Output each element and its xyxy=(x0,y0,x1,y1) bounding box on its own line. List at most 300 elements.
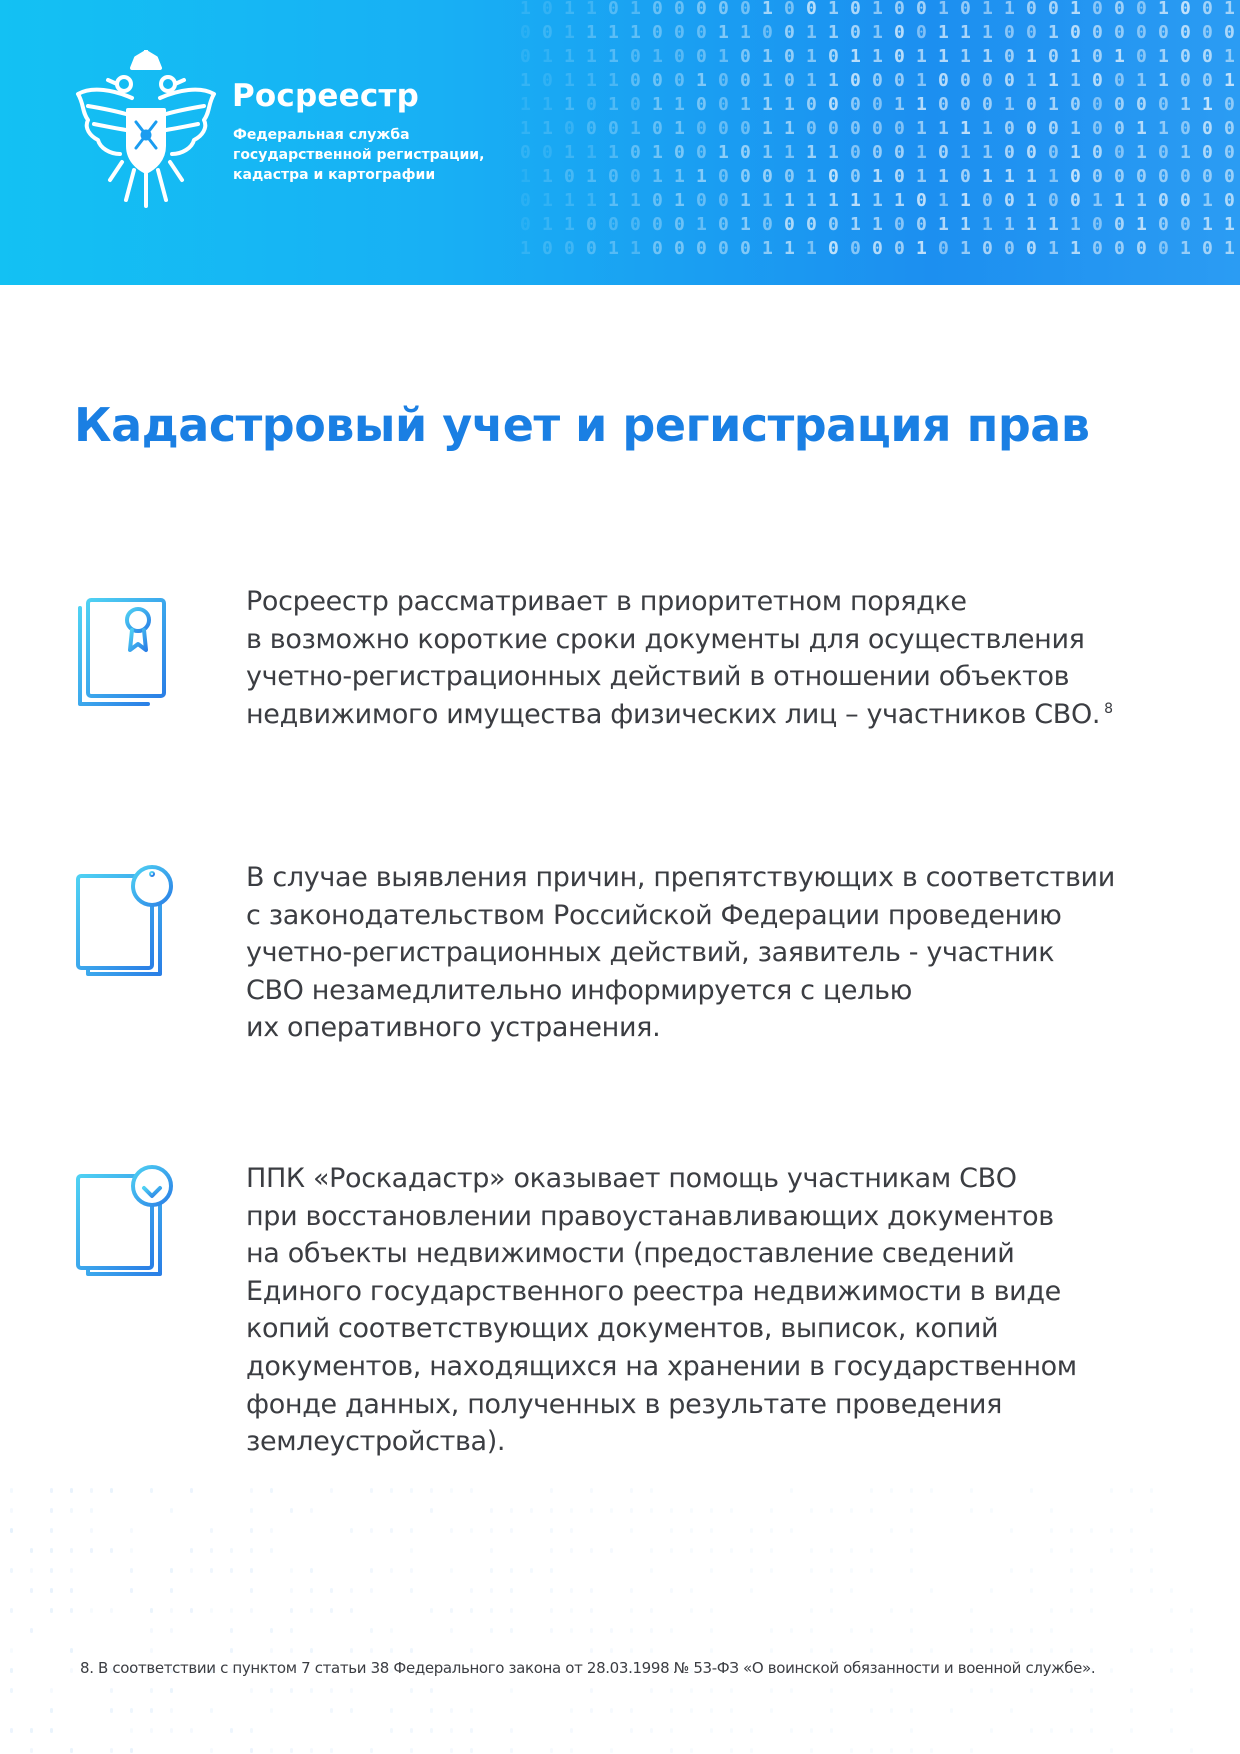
binary-digit: 1 xyxy=(1048,238,1059,259)
binary-digit: 1 xyxy=(982,0,993,19)
decor-dot xyxy=(290,1628,293,1633)
binary-digit: 1 xyxy=(872,0,883,19)
binary-digit: 0 xyxy=(1092,22,1103,43)
decor-dot xyxy=(830,1688,833,1693)
binary-digit: 1 xyxy=(696,166,707,187)
binary-digit: 0 xyxy=(740,166,751,187)
decor-dot xyxy=(710,1568,713,1573)
decor-dot xyxy=(390,1648,393,1653)
binary-digit: 0 xyxy=(1048,142,1059,163)
decor-dot xyxy=(190,1728,193,1733)
decor-dot xyxy=(570,1608,573,1613)
binary-digit: 1 xyxy=(872,46,883,67)
decor-dot xyxy=(1050,1528,1053,1533)
binary-digit: 0 xyxy=(696,190,707,211)
binary-digit: 1 xyxy=(784,238,795,259)
binary-digit: 1 xyxy=(1136,214,1147,235)
binary-digit: 0 xyxy=(894,70,905,91)
binary-digit: 1 xyxy=(828,70,839,91)
binary-digit: 0 xyxy=(1202,0,1213,19)
binary-digit: 1 xyxy=(1070,214,1081,235)
decor-dot xyxy=(1130,1688,1133,1693)
decor-dot xyxy=(270,1648,273,1653)
decor-dot xyxy=(910,1748,913,1753)
decor-dot xyxy=(90,1548,93,1553)
decor-dot xyxy=(550,1568,553,1573)
decor-dot xyxy=(1070,1688,1073,1693)
binary-digit: 0 xyxy=(1048,118,1059,139)
decor-dot xyxy=(590,1688,593,1693)
decor-dot xyxy=(350,1608,353,1613)
decor-dot xyxy=(1050,1548,1053,1553)
binary-digit: 0 xyxy=(674,214,685,235)
decor-dot xyxy=(710,1628,713,1633)
binary-digit: 0 xyxy=(806,94,817,115)
decor-dot xyxy=(390,1708,393,1713)
decor-dot xyxy=(890,1608,893,1613)
decor-dot xyxy=(550,1508,553,1513)
decor-dot xyxy=(430,1728,433,1733)
decor-dot xyxy=(650,1488,653,1493)
decor-dot xyxy=(1190,1648,1193,1653)
binary-digit: 1 xyxy=(674,118,685,139)
decor-dot xyxy=(1130,1568,1133,1573)
decor-dot xyxy=(1170,1668,1173,1673)
decor-dot xyxy=(1010,1708,1013,1713)
decor-dot xyxy=(110,1688,113,1693)
binary-digit: 1 xyxy=(828,190,839,211)
decor-dot xyxy=(690,1528,693,1533)
binary-digit: 0 xyxy=(1114,22,1125,43)
binary-digit: 0 xyxy=(718,166,729,187)
decor-dot xyxy=(630,1488,633,1493)
binary-digit: 0 xyxy=(564,118,575,139)
decor-dot xyxy=(330,1608,333,1613)
decor-dot xyxy=(70,1588,73,1593)
decor-dot xyxy=(190,1548,193,1553)
binary-digit: 0 xyxy=(762,166,773,187)
paragraph-line: документов, находящихся на хранении в государственном xyxy=(246,1350,1077,1382)
decor-dot xyxy=(670,1508,673,1513)
binary-digit: 1 xyxy=(718,22,729,43)
binary-digit: 0 xyxy=(982,190,993,211)
decor-dot xyxy=(1030,1648,1033,1653)
decor-dot xyxy=(770,1548,773,1553)
binary-digit: 0 xyxy=(894,0,905,19)
binary-digit: 1 xyxy=(1136,118,1147,139)
binary-digit: 0 xyxy=(564,166,575,187)
binary-digit: 0 xyxy=(1092,118,1103,139)
binary-digit: 0 xyxy=(740,238,751,259)
decor-dot xyxy=(910,1488,913,1493)
binary-digit: 0 xyxy=(850,0,861,19)
decor-dot xyxy=(1090,1588,1093,1593)
decor-dot xyxy=(710,1648,713,1653)
binary-digit: 0 xyxy=(762,214,773,235)
decor-dot xyxy=(910,1548,913,1553)
decor-dot xyxy=(790,1688,793,1693)
binary-digit: 1 xyxy=(564,94,575,115)
decor-dot xyxy=(810,1568,813,1573)
decor-dot xyxy=(90,1608,93,1613)
decor-dot xyxy=(1130,1488,1133,1493)
decor-dot xyxy=(10,1648,13,1653)
decor-dot xyxy=(910,1728,913,1733)
decor-dot xyxy=(330,1708,333,1713)
binary-digit: 0 xyxy=(1004,70,1015,91)
decor-dot xyxy=(810,1728,813,1733)
binary-digit: 1 xyxy=(1180,142,1191,163)
decor-dot xyxy=(370,1628,373,1633)
decor-dot xyxy=(110,1748,113,1753)
binary-digit: 0 xyxy=(982,70,993,91)
binary-digit: 0 xyxy=(1158,142,1169,163)
decor-dot xyxy=(210,1608,213,1613)
decor-dot xyxy=(210,1568,213,1573)
binary-digit: 0 xyxy=(828,238,839,259)
binary-digit: 0 xyxy=(1136,166,1147,187)
decor-dot xyxy=(510,1628,513,1633)
decor-dot xyxy=(970,1688,973,1693)
decor-dot xyxy=(330,1588,333,1593)
decor-dot xyxy=(10,1488,13,1493)
binary-digit: 1 xyxy=(1136,142,1147,163)
binary-digit: 0 xyxy=(1202,22,1213,43)
decor-dot xyxy=(870,1508,873,1513)
decor-dot xyxy=(750,1528,753,1533)
decor-dot xyxy=(750,1568,753,1573)
binary-digit: 1 xyxy=(630,118,641,139)
binary-digit: 1 xyxy=(806,142,817,163)
binary-digit: 0 xyxy=(718,0,729,19)
decor-dot xyxy=(310,1748,313,1753)
binary-digit: 0 xyxy=(1114,118,1125,139)
decor-dot xyxy=(990,1628,993,1633)
decor-dot xyxy=(1050,1648,1053,1653)
decor-dot xyxy=(290,1688,293,1693)
decor-dot xyxy=(70,1548,73,1553)
decor-dot xyxy=(870,1748,873,1753)
decor-dot xyxy=(870,1488,873,1493)
binary-digit: 1 xyxy=(762,118,773,139)
decor-dot xyxy=(310,1608,313,1613)
decor-dot xyxy=(1010,1568,1013,1573)
decor-dot xyxy=(510,1568,513,1573)
binary-digit: 1 xyxy=(938,166,949,187)
decor-dot xyxy=(990,1508,993,1513)
binary-digit: 0 xyxy=(608,118,619,139)
decor-dot xyxy=(770,1568,773,1573)
binary-digit: 0 xyxy=(1070,190,1081,211)
decor-dot xyxy=(310,1568,313,1573)
binary-digit: 0 xyxy=(1202,166,1213,187)
binary-digit: 0 xyxy=(894,166,905,187)
decor-dot xyxy=(970,1488,973,1493)
decor-dot xyxy=(670,1748,673,1753)
binary-digit: 1 xyxy=(960,118,971,139)
binary-digit: 0 xyxy=(850,94,861,115)
binary-digit: 0 xyxy=(608,0,619,19)
decor-dot xyxy=(170,1728,173,1733)
binary-digit: 1 xyxy=(586,142,597,163)
binary-digit: 1 xyxy=(1004,166,1015,187)
binary-digit: 0 xyxy=(674,0,685,19)
decor-dot xyxy=(830,1508,833,1513)
binary-digit: 0 xyxy=(1026,22,1037,43)
decor-dot xyxy=(250,1568,253,1573)
decor-dot xyxy=(470,1608,473,1613)
decor-dot xyxy=(110,1708,113,1713)
binary-digit: 0 xyxy=(916,214,927,235)
decor-dot xyxy=(10,1688,13,1693)
binary-digit: 0 xyxy=(564,238,575,259)
decor-dot xyxy=(770,1508,773,1513)
decor-dot xyxy=(410,1728,413,1733)
decor-dot xyxy=(130,1548,133,1553)
decor-dot xyxy=(50,1688,53,1693)
decor-dot xyxy=(430,1508,433,1513)
decor-dot xyxy=(1090,1568,1093,1573)
binary-digit: 0 xyxy=(872,94,883,115)
decor-dot xyxy=(450,1528,453,1533)
decor-dot xyxy=(470,1708,473,1713)
binary-digit: 1 xyxy=(806,22,817,43)
binary-digit: 0 xyxy=(1004,46,1015,67)
decor-dot xyxy=(1090,1528,1093,1533)
decor-dot xyxy=(910,1708,913,1713)
decor-dot xyxy=(1150,1508,1153,1513)
binary-digit: 1 xyxy=(1224,238,1235,259)
header-banner xyxy=(0,0,1240,285)
decor-dot xyxy=(850,1508,853,1513)
binary-digit: 1 xyxy=(1202,190,1213,211)
decor-dot xyxy=(1030,1628,1033,1633)
decor-dot xyxy=(410,1488,413,1493)
binary-digit: 1 xyxy=(850,46,861,67)
binary-digit: 0 xyxy=(1092,166,1103,187)
binary-digit: 0 xyxy=(960,166,971,187)
decor-dot xyxy=(790,1528,793,1533)
decor-dot xyxy=(390,1568,393,1573)
decor-dot xyxy=(350,1688,353,1693)
binary-digit: 1 xyxy=(1070,46,1081,67)
binary-digit: 1 xyxy=(916,118,927,139)
decor-dot xyxy=(450,1748,453,1753)
decor-dot xyxy=(1090,1728,1093,1733)
decor-dot xyxy=(50,1528,53,1533)
binary-digit: 0 xyxy=(1158,190,1169,211)
binary-digit: 1 xyxy=(1070,0,1081,19)
binary-digit: 0 xyxy=(1048,0,1059,19)
decor-dot xyxy=(710,1708,713,1713)
binary-digit: 0 xyxy=(520,214,531,235)
binary-digit: 0 xyxy=(696,22,707,43)
decor-dot xyxy=(250,1728,253,1733)
decor-dot xyxy=(1050,1508,1053,1513)
binary-digit: 1 xyxy=(828,142,839,163)
decor-dot xyxy=(970,1628,973,1633)
binary-digit: 1 xyxy=(542,46,553,67)
paragraph-line: СВО незамедлительно информируется с целью xyxy=(246,974,913,1006)
decor-dot xyxy=(30,1748,33,1753)
decor-dot xyxy=(670,1708,673,1713)
decor-dot xyxy=(1190,1688,1193,1693)
binary-digit: 0 xyxy=(542,0,553,19)
decor-dot xyxy=(490,1628,493,1633)
decor-dot xyxy=(1170,1588,1173,1593)
binary-digit: 0 xyxy=(1114,70,1125,91)
decor-dot xyxy=(930,1748,933,1753)
decor-dot xyxy=(30,1728,33,1733)
decor-dot xyxy=(410,1688,413,1693)
decor-dot xyxy=(670,1688,673,1693)
decor-dot xyxy=(1130,1588,1133,1593)
binary-digit: 1 xyxy=(608,94,619,115)
decor-dot xyxy=(1150,1488,1153,1493)
binary-digit: 1 xyxy=(1070,238,1081,259)
decor-dot xyxy=(290,1508,293,1513)
decor-dot xyxy=(870,1648,873,1653)
binary-digit: 0 xyxy=(1114,238,1125,259)
paragraph-line: Единого государственного реестра недвижимости в виде xyxy=(246,1275,1061,1307)
decor-dot xyxy=(450,1628,453,1633)
binary-digit: 0 xyxy=(1180,46,1191,67)
binary-digit: 0 xyxy=(1004,238,1015,259)
binary-digit: 1 xyxy=(608,46,619,67)
decor-dot xyxy=(690,1508,693,1513)
binary-digit: 1 xyxy=(1004,214,1015,235)
decor-dot xyxy=(970,1748,973,1753)
decor-dot xyxy=(150,1728,153,1733)
binary-digit: 1 xyxy=(652,46,663,67)
decor-dot xyxy=(1030,1588,1033,1593)
decor-dot xyxy=(30,1568,33,1573)
decor-dot xyxy=(390,1728,393,1733)
binary-digit: 1 xyxy=(1224,70,1235,91)
binary-digit: 0 xyxy=(1026,118,1037,139)
binary-digit: 1 xyxy=(784,94,795,115)
binary-digit: 1 xyxy=(674,166,685,187)
binary-digit: 0 xyxy=(806,0,817,19)
decor-dot xyxy=(590,1608,593,1613)
binary-digit: 1 xyxy=(960,22,971,43)
binary-digit: 0 xyxy=(630,166,641,187)
binary-digit: 0 xyxy=(696,94,707,115)
binary-digit: 0 xyxy=(1180,214,1191,235)
binary-digit: 0 xyxy=(674,70,685,91)
decor-dot xyxy=(710,1688,713,1693)
decor-dot xyxy=(210,1528,213,1533)
decor-dot xyxy=(730,1708,733,1713)
binary-digit: 0 xyxy=(828,166,839,187)
decor-dot xyxy=(310,1688,313,1693)
binary-digit: 0 xyxy=(894,46,905,67)
decor-dot xyxy=(910,1608,913,1613)
binary-digit: 1 xyxy=(1048,214,1059,235)
decor-dot xyxy=(610,1548,613,1553)
decor-dot xyxy=(650,1628,653,1633)
binary-digit: 1 xyxy=(1026,190,1037,211)
binary-digit: 0 xyxy=(740,0,751,19)
decor-dot xyxy=(110,1608,113,1613)
decor-dot xyxy=(570,1508,573,1513)
decor-dot xyxy=(1110,1668,1113,1673)
decor-dot xyxy=(810,1648,813,1653)
binary-digit: 0 xyxy=(1136,238,1147,259)
decor-dot xyxy=(1110,1528,1113,1533)
binary-digit: 0 xyxy=(608,214,619,235)
decor-dot xyxy=(930,1488,933,1493)
binary-digit: 1 xyxy=(982,166,993,187)
binary-digit: 1 xyxy=(1224,46,1235,67)
decor-dot xyxy=(750,1748,753,1753)
decor-dot xyxy=(650,1648,653,1653)
binary-digit: 0 xyxy=(542,142,553,163)
binary-digit: 1 xyxy=(982,46,993,67)
binary-digit: 0 xyxy=(1180,190,1191,211)
decor-dot xyxy=(1070,1608,1073,1613)
binary-digit: 0 xyxy=(1092,46,1103,67)
decor-dot xyxy=(590,1508,593,1513)
decor-dot xyxy=(10,1508,13,1513)
decor-dot xyxy=(230,1728,233,1733)
decor-dot xyxy=(390,1528,393,1533)
decor-dot xyxy=(590,1588,593,1593)
decor-dot xyxy=(550,1528,553,1533)
decor-dot xyxy=(470,1588,473,1593)
binary-digit: 1 xyxy=(718,46,729,67)
binary-digit: 0 xyxy=(1202,118,1213,139)
decor-dot xyxy=(790,1628,793,1633)
decor-dot xyxy=(890,1488,893,1493)
decor-dot xyxy=(250,1748,253,1753)
binary-digit: 1 xyxy=(916,142,927,163)
binary-digit: 0 xyxy=(652,0,663,19)
binary-digit: 0 xyxy=(1114,94,1125,115)
binary-digit: 0 xyxy=(960,0,971,19)
decor-dot xyxy=(1190,1668,1193,1673)
decor-dot xyxy=(1130,1528,1133,1533)
decor-dot xyxy=(290,1748,293,1753)
decor-dot xyxy=(50,1728,53,1733)
decor-dot xyxy=(190,1568,193,1573)
decor-dot xyxy=(250,1688,253,1693)
binary-digit: 0 xyxy=(696,46,707,67)
binary-digit: 1 xyxy=(586,22,597,43)
decor-dot xyxy=(570,1748,573,1753)
decor-dot xyxy=(410,1648,413,1653)
binary-digit: 0 xyxy=(1136,0,1147,19)
paragraph-roskadastr-assistance xyxy=(246,1160,1077,1461)
binary-digit: 0 xyxy=(916,0,927,19)
decor-dot xyxy=(170,1508,173,1513)
decor-dot xyxy=(910,1528,913,1533)
binary-digit: 0 xyxy=(1070,94,1081,115)
certificate-document-icon xyxy=(74,596,168,708)
decor-dot xyxy=(1090,1708,1093,1713)
binary-digit: 1 xyxy=(982,214,993,235)
binary-digit: 1 xyxy=(718,142,729,163)
decor-dot xyxy=(10,1608,13,1613)
decor-dot xyxy=(1050,1728,1053,1733)
binary-digit: 0 xyxy=(542,238,553,259)
decor-dot xyxy=(610,1628,613,1633)
decor-dot xyxy=(90,1528,93,1533)
binary-digit: 1 xyxy=(806,190,817,211)
binary-digit: 1 xyxy=(894,190,905,211)
decor-dot xyxy=(430,1488,433,1493)
decor-dot xyxy=(710,1608,713,1613)
